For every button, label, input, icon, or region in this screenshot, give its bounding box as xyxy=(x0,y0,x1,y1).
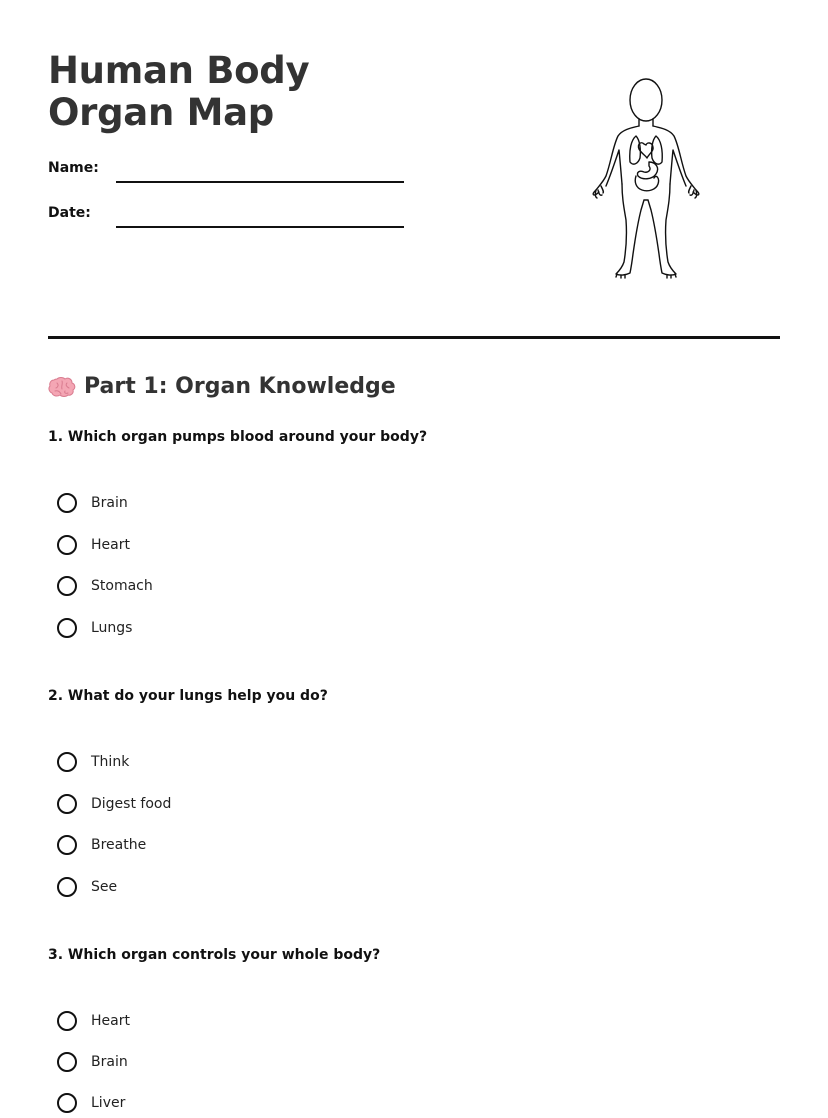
radio-button[interactable] xyxy=(57,794,77,814)
q3-option-brain[interactable] xyxy=(57,1049,128,1075)
date-label: Date: xyxy=(48,205,91,221)
part1-title: Part 1: Organ Knowledge xyxy=(84,374,396,399)
radio-button[interactable] xyxy=(57,752,77,772)
option-label: Digest food xyxy=(91,796,172,812)
page-title: Human Body Organ Map xyxy=(48,49,310,134)
option-label: Heart xyxy=(91,1013,130,1029)
option-label: Liver xyxy=(91,1095,126,1111)
q1-option-stomach[interactable] xyxy=(57,573,153,599)
part1-heading xyxy=(48,374,396,399)
section-divider xyxy=(48,336,780,339)
question-2: 2. What do your lungs help you do? xyxy=(48,688,328,704)
brain-icon xyxy=(48,375,76,399)
option-label: See xyxy=(91,879,118,895)
radio-button[interactable] xyxy=(57,1011,77,1031)
date-line[interactable] xyxy=(116,226,404,228)
q2-option-breathe[interactable] xyxy=(57,832,146,858)
option-label: Stomach xyxy=(91,578,153,594)
radio-button[interactable] xyxy=(57,618,77,638)
q1-option-heart[interactable] xyxy=(57,532,130,558)
question-1: 1. Which organ pumps blood around your body? xyxy=(48,429,428,445)
human-body-organs-icon xyxy=(586,74,706,280)
option-label: Lungs xyxy=(91,620,133,636)
option-label: Brain xyxy=(91,1054,128,1070)
question-3: 3. Which organ controls your whole body? xyxy=(48,947,381,963)
option-label: Heart xyxy=(91,537,130,553)
q1-option-lungs[interactable] xyxy=(57,615,132,641)
q3-option-heart[interactable] xyxy=(57,1008,130,1034)
q3-option-liver[interactable] xyxy=(57,1090,125,1116)
date-field[interactable] xyxy=(48,205,408,229)
q1-option-brain[interactable] xyxy=(57,490,128,516)
radio-button[interactable] xyxy=(57,835,77,855)
radio-button[interactable] xyxy=(57,576,77,596)
radio-button[interactable] xyxy=(57,1052,77,1072)
name-field[interactable] xyxy=(48,160,408,184)
q2-option-think[interactable] xyxy=(57,749,129,775)
option-label: Think xyxy=(91,754,130,770)
radio-button[interactable] xyxy=(57,1093,77,1113)
option-label: Breathe xyxy=(91,837,147,853)
q2-option-digest-food[interactable] xyxy=(57,791,171,817)
name-label: Name: xyxy=(48,160,99,176)
worksheet-header xyxy=(48,50,428,134)
radio-button[interactable] xyxy=(57,877,77,897)
radio-button[interactable] xyxy=(57,535,77,555)
q2-option-see[interactable] xyxy=(57,874,117,900)
option-label: Brain xyxy=(91,495,128,511)
name-line[interactable] xyxy=(116,181,404,183)
radio-button[interactable] xyxy=(57,493,77,513)
